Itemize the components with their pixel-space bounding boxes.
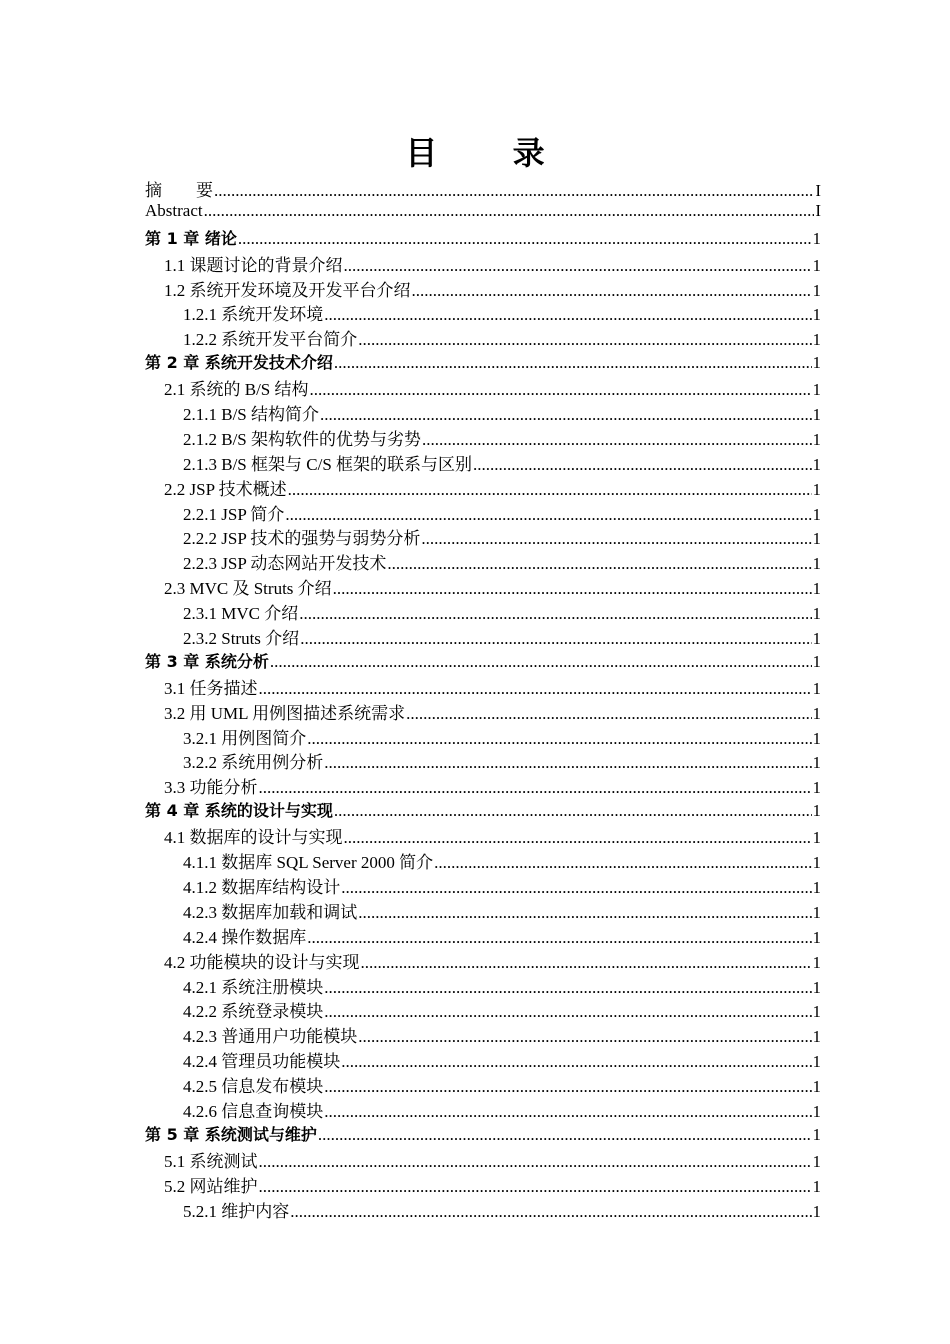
toc-dot-leader: [473, 455, 811, 475]
toc-entry: [145, 350, 821, 375]
toc-entry-page-number: 1: [812, 753, 821, 773]
toc-entry: [145, 1047, 821, 1072]
toc-entry: [145, 375, 821, 400]
toc-dot-leader: [320, 405, 811, 425]
toc-entry: [145, 276, 821, 301]
toc-dot-leader: [324, 305, 811, 325]
toc-entry-page-number: 1: [812, 1077, 821, 1097]
toc-entry: [145, 624, 821, 649]
toc-dot-leader: [324, 978, 811, 998]
toc-entry-page-number: 1: [812, 902, 821, 922]
toc-entry: [145, 1147, 821, 1172]
toc-entry: [145, 699, 821, 724]
toc-entry: [145, 923, 821, 948]
toc-entry-page-number: 1: [812, 405, 821, 425]
toc-dot-leader: [324, 1002, 811, 1022]
toc-entry: [145, 524, 821, 549]
toc-entry-page-number: 1: [812, 604, 821, 624]
toc-entry-page-number: 1: [812, 280, 821, 300]
toc-entry-title: 4.2.6 信息查询模块: [183, 1101, 324, 1121]
toc-entry-page-number: 1: [812, 330, 821, 350]
toc-entry: [145, 948, 821, 973]
toc-entry: [145, 549, 821, 574]
toc-dot-leader: [358, 903, 811, 923]
toc-entry: [145, 823, 821, 848]
toc-entry: [145, 1022, 821, 1047]
toc-dot-leader: [214, 181, 814, 201]
toc-entry: [145, 325, 821, 350]
toc-entry-title: 2.1.1 B/S 结构简介: [183, 405, 320, 425]
toc-entry-page-number: 1: [812, 1002, 821, 1022]
toc-entry-page-number: 1: [812, 504, 821, 524]
toc-entry-page-number: 1: [812, 728, 821, 748]
toc-dot-leader: [285, 505, 811, 525]
toc-dot-leader: [259, 1177, 812, 1197]
toc-entry-page-number: 1: [812, 977, 821, 997]
toc-entry-title: 3.1 任务描述: [164, 678, 258, 698]
toc-dot-leader: [434, 853, 811, 873]
toc-dot-leader: [288, 480, 812, 500]
toc-dot-leader: [310, 380, 812, 400]
toc-entry: [145, 425, 821, 450]
toc-entry: [145, 450, 821, 475]
toc-dot-leader: [259, 1152, 812, 1172]
toc-entry: [145, 898, 821, 923]
toc-entry-title: 4.2.5 信息发布模块: [183, 1077, 324, 1097]
toc-entry-page-number: I: [815, 181, 821, 200]
page-title: 目 录: [405, 134, 577, 172]
toc-dot-leader: [324, 1077, 811, 1097]
toc-entry-title: 3.3 功能分析: [164, 778, 258, 798]
toc-dot-leader: [334, 801, 812, 821]
toc-entry-page-number: 1: [812, 1176, 821, 1196]
toc-entry-page-number: 1: [812, 454, 821, 474]
toc-entry: [145, 1197, 821, 1222]
toc-entry: [145, 1122, 821, 1147]
toc-entry-title: 2.3.1 MVC 介绍: [183, 604, 299, 624]
toc-entry-page-number: 1: [812, 952, 821, 972]
toc-entry-title: 4.1.2 数据库结构设计: [183, 877, 341, 897]
toc-entry: [145, 226, 821, 251]
toc-entry-title: 2.1 系统的 B/S 结构: [164, 380, 309, 400]
toc-dot-leader: [344, 828, 812, 848]
toc-entry-title: 4.1.1 数据库 SQL Server 2000 简介: [183, 853, 434, 873]
toc-dot-leader: [358, 330, 811, 350]
toc-entry-title: 1.2.1 系统开发环境: [183, 305, 324, 325]
toc-entry-title: 3.2 用 UML 用例图描述系统需求: [164, 703, 406, 723]
toc-dot-leader: [299, 604, 811, 624]
toc-entry-title: 4.2.4 管理员功能模块: [183, 1052, 341, 1072]
toc-entry: [145, 201, 821, 226]
toc-dot-leader: [324, 753, 811, 773]
toc-entry: [145, 599, 821, 624]
toc-entry-title: 5.2.1 维护内容: [183, 1201, 290, 1221]
toc-entry-page-number: 1: [812, 1151, 821, 1171]
toc-entry-title: 1.2 系统开发环境及开发平台介绍: [164, 280, 411, 300]
toc-entry: [145, 574, 821, 599]
toc-entry: [145, 748, 821, 773]
toc-entry-title: 4.2.3 数据库加载和调试: [183, 902, 358, 922]
toc-dot-leader: [238, 229, 812, 249]
toc-entry-page-number: 1: [812, 927, 821, 947]
toc-dot-leader: [259, 679, 812, 699]
toc-entry-title: 2.2 JSP 技术概述: [164, 479, 287, 499]
toc-entry-title: 摘 要: [145, 181, 213, 200]
toc-entry-page-number: 1: [812, 703, 821, 723]
toc-entry-title: 4.2.2 系统登录模块: [183, 1002, 324, 1022]
toc-entry-page-number: 1: [812, 380, 821, 400]
toc-entry: [145, 997, 821, 1022]
toc-entry-title: Abstract: [145, 200, 203, 220]
toc-entry: [145, 1097, 821, 1122]
toc-entry-page-number: 1: [812, 651, 821, 671]
toc-entry: [145, 400, 821, 425]
toc-entry-title: 1.1 课题讨论的背景介绍: [164, 255, 343, 275]
toc-entry-page-number: 1: [812, 629, 821, 649]
toc-dot-leader: [422, 430, 811, 450]
toc-entry-title: 4.2.1 系统注册模块: [183, 977, 324, 997]
toc-entry-page-number: 1: [812, 479, 821, 499]
toc-entry-title: 2.1.3 B/S 框架与 C/S 框架的联系与区别: [183, 454, 473, 474]
toc-entry-title: 第 4 章 系统的设计与实现: [145, 801, 333, 821]
toc-entry-title: 1.2.2 系统开发平台简介: [183, 330, 358, 350]
toc-entry-title: 3.2.1 用例图简介: [183, 728, 307, 748]
toc-entry-title: 2.2.1 JSP 简介: [183, 504, 285, 524]
toc-entry-page-number: 1: [812, 228, 821, 248]
toc-entry-title: 4.2.3 普通用户功能模块: [183, 1027, 358, 1047]
toc-entry: [145, 1172, 821, 1197]
toc-entry-title: 4.1 数据库的设计与实现: [164, 828, 343, 848]
toc-entry-page-number: 1: [812, 305, 821, 325]
toc-entry: [145, 649, 821, 674]
toc-entry-title: 2.3 MVC 及 Struts 介绍: [164, 579, 332, 599]
table-of-contents: [145, 176, 821, 1221]
toc-entry-title: 第 1 章 绪论: [145, 228, 237, 248]
toc-entry-title: 2.2.3 JSP 动态网站开发技术: [183, 554, 387, 574]
toc-entry: [145, 798, 821, 823]
toc-entry-title: 第 3 章 系统分析: [145, 651, 269, 671]
toc-entry-page-number: 1: [812, 554, 821, 574]
toc-entry-page-number: 1: [812, 1201, 821, 1221]
toc-entry-title: 2.3.2 Struts 介绍: [183, 629, 300, 649]
toc-entry: [145, 773, 821, 798]
toc-dot-leader: [324, 1102, 811, 1122]
toc-dot-leader: [361, 953, 812, 973]
toc-entry-page-number: 1: [812, 1052, 821, 1072]
toc-entry-page-number: 1: [812, 529, 821, 549]
toc-dot-leader: [406, 704, 811, 724]
toc-entry-page-number: 1: [812, 877, 821, 897]
toc-entry-title: 5.2 网站维护: [164, 1176, 258, 1196]
toc-entry: [145, 251, 821, 276]
toc-dot-leader: [334, 353, 812, 373]
toc-entry-title: 4.2 功能模块的设计与实现: [164, 952, 360, 972]
toc-entry-page-number: 1: [812, 678, 821, 698]
toc-entry-title: 2.1.2 B/S 架构软件的优势与劣势: [183, 429, 422, 449]
toc-dot-leader: [358, 1027, 811, 1047]
toc-dot-leader: [318, 1125, 812, 1145]
toc-entry-page-number: 1: [812, 778, 821, 798]
toc-dot-leader: [421, 529, 811, 549]
toc-dot-leader: [300, 629, 811, 649]
toc-entry-page-number: 1: [812, 853, 821, 873]
toc-dot-leader: [307, 928, 811, 948]
toc-dot-leader: [270, 652, 812, 672]
toc-dot-leader: [341, 1052, 811, 1072]
toc-entry-title: 4.2.4 操作数据库: [183, 927, 307, 947]
toc-entry-title: 2.2.2 JSP 技术的强势与弱势分析: [183, 529, 421, 549]
toc-entry-page-number: 1: [812, 429, 821, 449]
toc-entry: [145, 724, 821, 749]
toc-entry-page-number: 1: [812, 579, 821, 599]
toc-dot-leader: [341, 878, 811, 898]
toc-entry-page-number: I: [815, 200, 821, 220]
toc-entry: [145, 300, 821, 325]
toc-dot-leader: [290, 1202, 811, 1222]
toc-entry-title: 第 2 章 系统开发技术介绍: [145, 353, 333, 373]
toc-entry: [145, 873, 821, 898]
toc-entry: [145, 500, 821, 525]
toc-entry: [145, 848, 821, 873]
toc-entry-page-number: 1: [812, 1124, 821, 1144]
toc-dot-leader: [204, 201, 815, 221]
toc-entry: [145, 1072, 821, 1097]
toc-entry: [145, 176, 821, 201]
toc-dot-leader: [344, 256, 812, 276]
toc-dot-leader: [387, 554, 811, 574]
toc-dot-leader: [307, 729, 811, 749]
toc-dot-leader: [333, 579, 812, 599]
toc-entry: [145, 973, 821, 998]
toc-entry-title: 3.2.2 系统用例分析: [183, 753, 324, 773]
toc-entry-page-number: 1: [812, 255, 821, 275]
toc-entry-page-number: 1: [812, 828, 821, 848]
toc-dot-leader: [412, 281, 812, 301]
toc-entry-page-number: 1: [812, 1027, 821, 1047]
toc-entry-title: 第 5 章 系统测试与维护: [145, 1124, 317, 1144]
toc-entry-page-number: 1: [812, 1101, 821, 1121]
toc-entry-page-number: 1: [812, 801, 821, 821]
toc-entry-title: 5.1 系统测试: [164, 1151, 258, 1171]
toc-dot-leader: [259, 778, 812, 798]
toc-entry: [145, 475, 821, 500]
toc-entry: [145, 674, 821, 699]
toc-entry-page-number: 1: [812, 353, 821, 373]
